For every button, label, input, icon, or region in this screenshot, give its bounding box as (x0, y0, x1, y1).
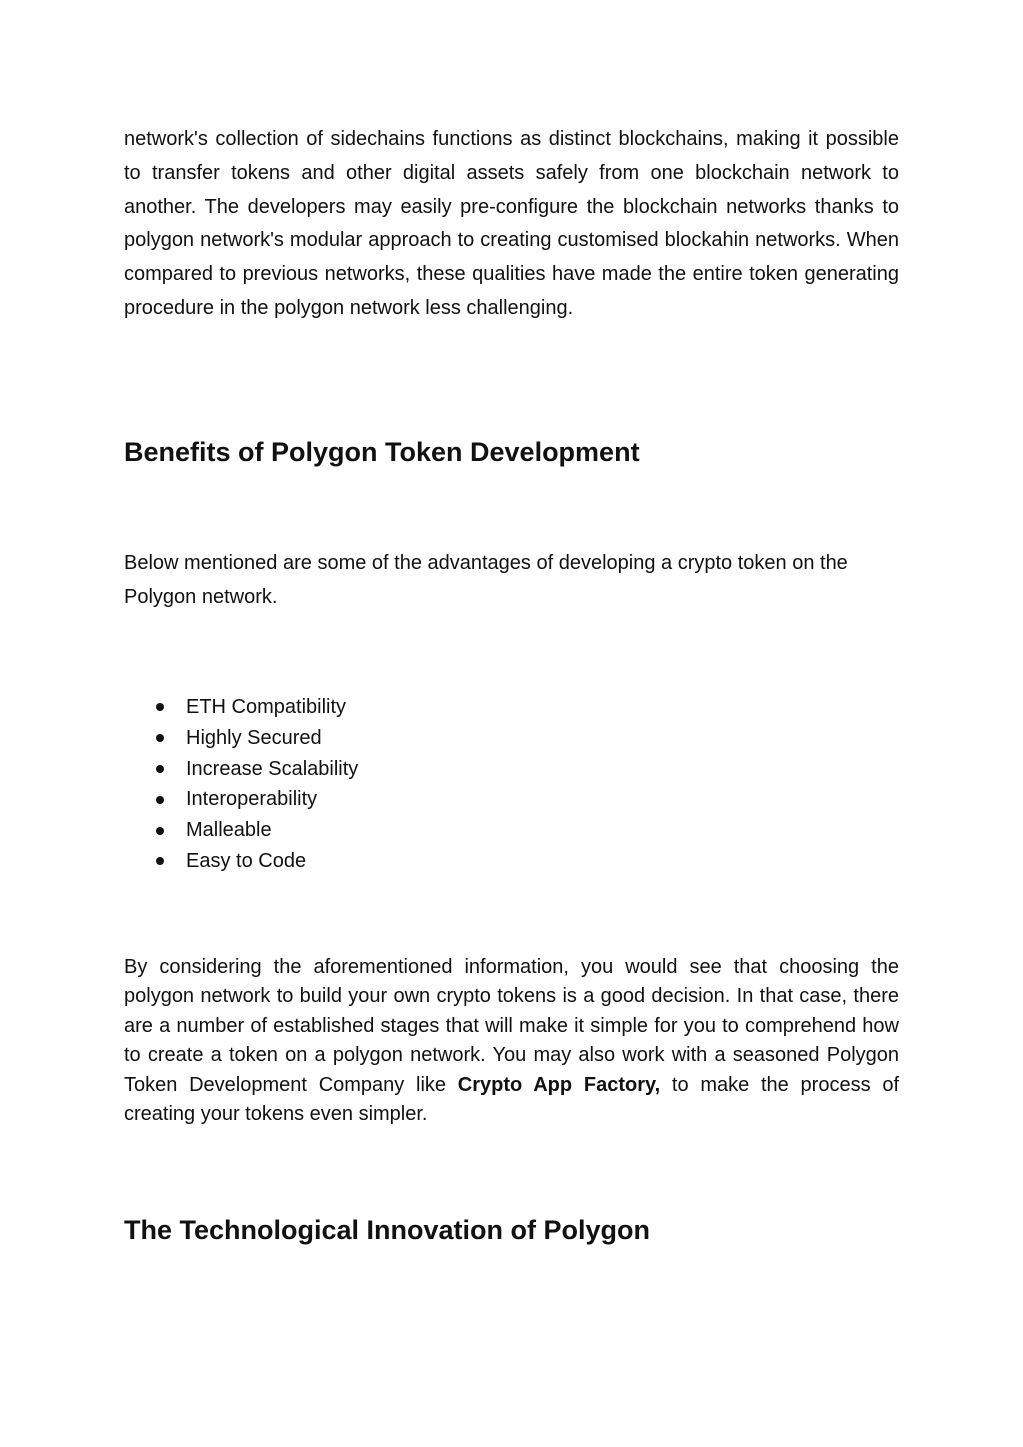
innovation-heading: The Technological Innovation of Polygon (124, 1215, 650, 1245)
bullet-icon (156, 796, 164, 804)
list-item (152, 815, 358, 846)
list-item-label: Increase Scalability (186, 757, 359, 780)
list-item (152, 784, 358, 815)
list-item (152, 754, 358, 785)
benefits-heading: Benefits of Polygon Token Development (124, 437, 640, 467)
bullet-icon (156, 703, 164, 711)
list-item-label: Interoperability (186, 788, 318, 811)
conclusion-text-before: By considering the aforementioned information, you would see that choosing the polygon network to build your own crypto tokens is a good decision. In that case, there are a number of established stages that will make it simple for you to comprehend how to create a token on a polygon network. You may also work with a seasoned Polygon Token Development Company like (124, 956, 899, 1096)
bullet-icon (156, 857, 164, 865)
company-name: Crypto App Factory, (457, 1073, 661, 1096)
bullet-icon (156, 827, 164, 835)
list-item (152, 723, 358, 754)
benefits-intro-paragraph: Below mentioned are some of the advantages of developing a crypto token on the Polygon network. (124, 552, 848, 608)
list-item-label: Highly Secured (186, 726, 322, 749)
bullet-icon (156, 765, 164, 773)
intro-paragraph: network's collection of sidechains functions as distinct blockchains, making it possible to transfer tokens and other digital assets safely from one blockchain network to another. The developers may easily pre-configure the blockchain networks thanks to polygon network's modular approach to creating customised blockahin networks. When compared to previous networks, these qualities have made the entire token generating procedure in the polygon network less challenging. (124, 128, 899, 319)
list-item (152, 846, 358, 877)
list-item (152, 692, 358, 723)
list-item-label: ETH Compatibility (186, 696, 347, 718)
list-item-label: Easy to Code (186, 849, 307, 872)
conclusion-paragraph (124, 953, 899, 1129)
conclusion-text-after: to make the process of creating your tokens even simpler. (124, 1073, 899, 1126)
bullet-icon (156, 734, 164, 742)
benefits-list (152, 692, 358, 877)
list-item-label: Malleable (186, 819, 272, 842)
